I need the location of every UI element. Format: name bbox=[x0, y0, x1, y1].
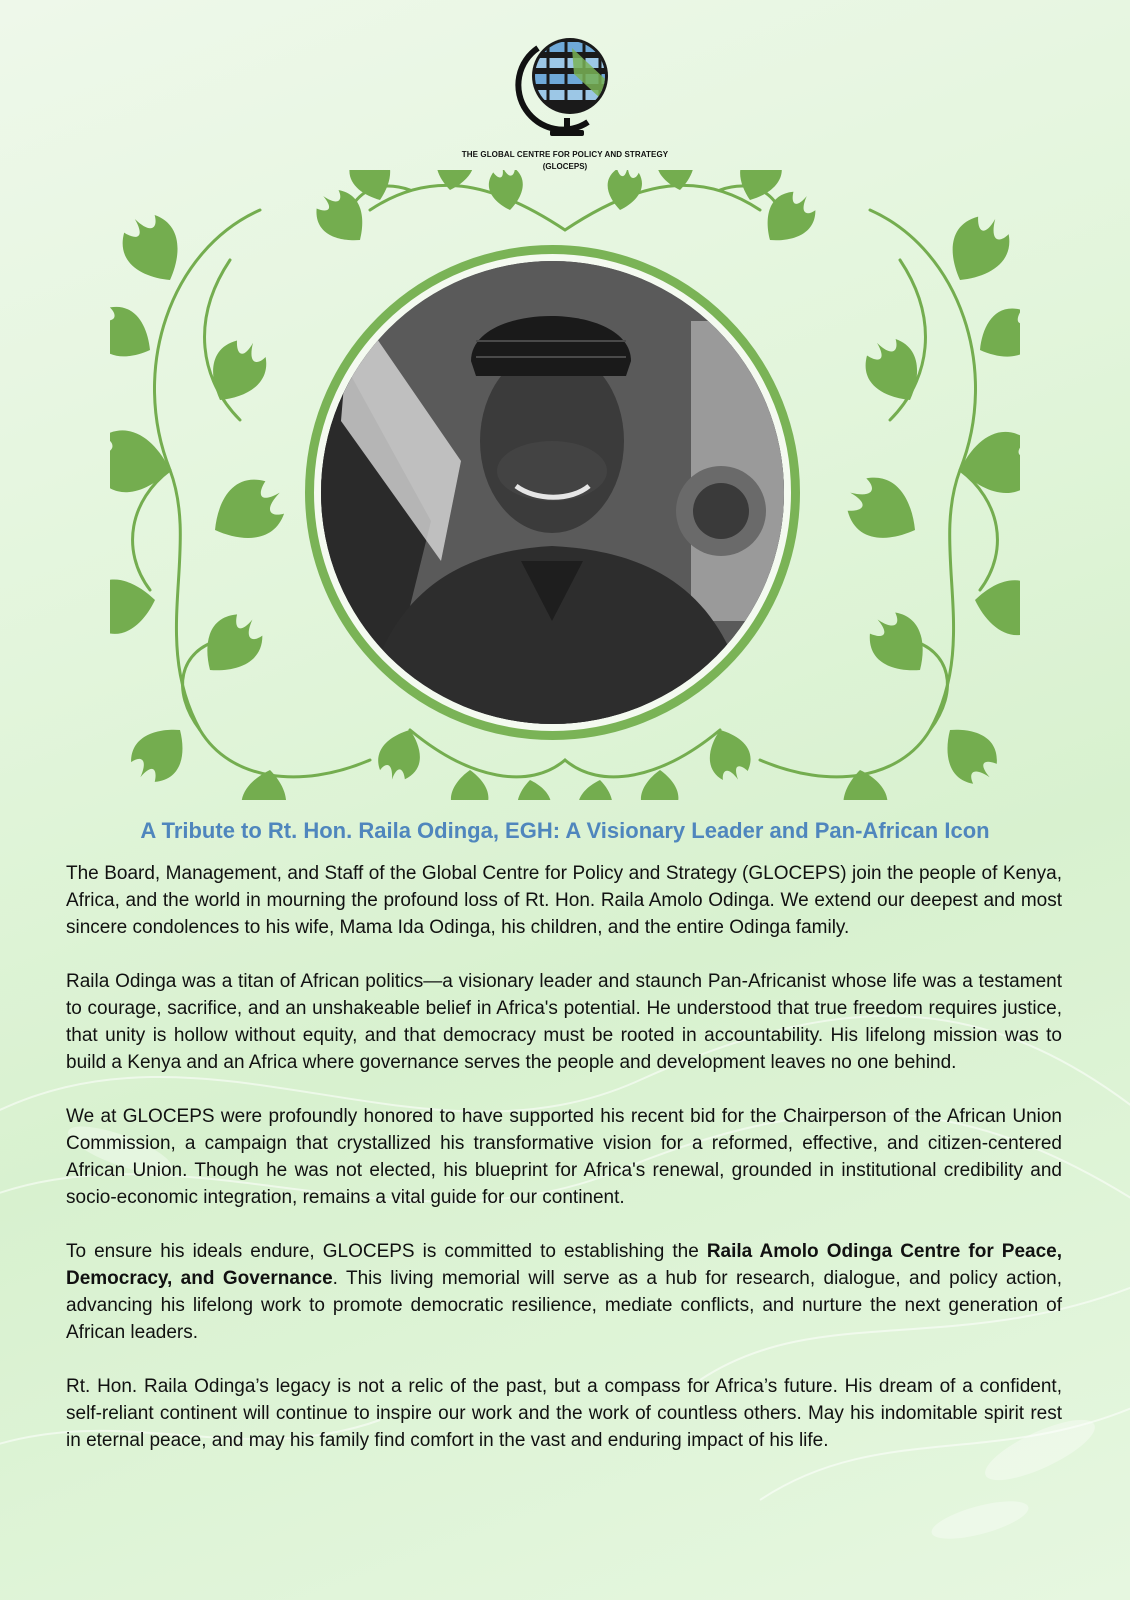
paragraph-2: Raila Odinga was a titan of African politics—a visionary leader and staunch Pan-Africanist whose life was a testament to courage, sacrifice, and an unshakeable belief in Africa's potential. He understood that true freedom requires justice, that unity is hollow without equity, and that democracy must be rooted in accountability. His lifelong mission was to build a Kenya and an Africa where governance serves the people and development leaves no one behind. bbox=[66, 971, 1062, 1073]
org-abbreviation: (GLOCEPS) bbox=[542, 162, 588, 171]
portrait-illustration bbox=[321, 261, 784, 724]
org-name: THE GLOBAL CENTRE FOR POLICY AND STRATEGY bbox=[461, 150, 669, 159]
portrait-photo bbox=[321, 261, 784, 724]
centre-name: Raila Amolo Odinga Centre for Peace, Democracy, and Governance bbox=[66, 1241, 1062, 1289]
page-title: A Tribute to Rt. Hon. Raila Odinga, EGH: A Visionary Leader and Pan-African Icon bbox=[140, 818, 990, 843]
paragraph-3: We at GLOCEPS were profoundly honored to have supported his recent bid for the Chairperson of the African Union Commission, a campaign that crystallized his transformative vision for a reformed, effective, and citizen-centered African Union. Though he was not elected, his blueprint for Africa's renewal, grounded in institutional credibility and socio-economic integration, remains a vital guide for our continent. bbox=[66, 1106, 1062, 1208]
tribute-text bbox=[66, 860, 1062, 1481]
paragraph-4-start: To ensure his ideals endure, GLOCEPS is committed to establishing the bbox=[66, 1241, 707, 1262]
header bbox=[0, 18, 1130, 171]
paragraph-5: Rt. Hon. Raila Odinga’s legacy is not a relic of the past, but a compass for Africa’s future. His dream of a confident, self-reliant continent will continue to inspire our work and the work of countless others. May his indomitable spirit rest in eternal peace, and may his family find comfort in the vast and enduring impact of his life. bbox=[66, 1376, 1062, 1451]
globe-logo-icon bbox=[510, 18, 620, 148]
paragraph-1: The Board, Management, and Staff of the Global Centre for Policy and Strategy (GLOCEPS) join the people of Kenya, Africa, and the world in mourning the profound loss of Rt. Hon. Raila Amolo Odinga. We extend our deepest and most sincere condolences to his wife, Mama Ida Odinga, his children, and the entire Odinga family. bbox=[66, 863, 1062, 938]
paragraph-4-end: . This living memorial will serve as a hub for research, dialogue, and policy action, advancing his lifelong work to promote democratic resilience, mediate conflicts, and nurture the next generation of African leaders. bbox=[66, 1268, 1063, 1343]
paragraph-4 bbox=[66, 1238, 1062, 1346]
